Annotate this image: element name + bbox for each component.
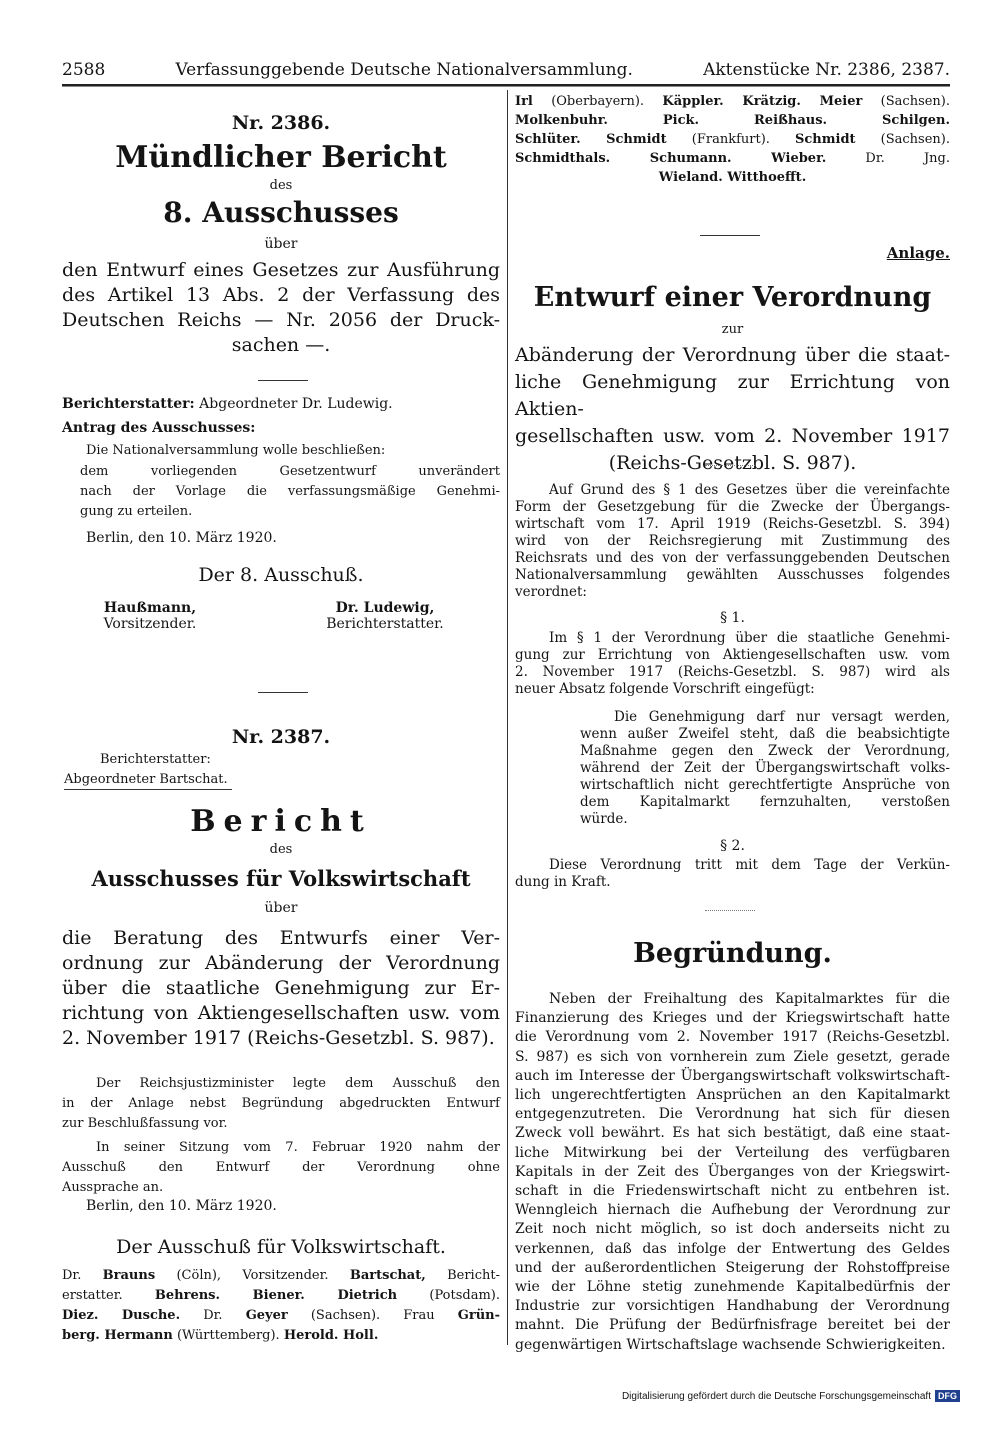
text-line: zur Beschlußfassung vor. xyxy=(62,1116,228,1131)
text-line: Wenngleich hiernach die Aufhebung der Verordnung zur xyxy=(515,1202,950,1219)
motion-text xyxy=(80,462,500,522)
subject-1 xyxy=(62,258,500,358)
text-line xyxy=(515,168,950,187)
member-name: Bartschat, xyxy=(349,1268,426,1283)
member-list xyxy=(62,1266,500,1346)
text-line: Auf Grund des § 1 des Gesetzes über die vereinfachte xyxy=(549,482,950,498)
text-line: Finanzierung des Krieges und der Kriegswirtschaft hatte xyxy=(515,1010,950,1027)
text-line: lich ungerechtfertigten Ansprüchen an den Kapitalmarkt xyxy=(515,1087,950,1104)
date-1: Berlin, den 10. März 1920. xyxy=(86,530,277,546)
text-line: gesellschaften usw. vom 2. November 1917 xyxy=(515,425,950,447)
reasons-title: Begründung. xyxy=(633,938,832,969)
text-line xyxy=(62,1306,500,1326)
text-line: gung zur Errichtung von Aktiengesellschaften usw. vom xyxy=(515,647,950,663)
text-run: Dr. xyxy=(62,1268,103,1283)
text-line: Diese Verordnung tritt mit dem Tage der Verkün- xyxy=(549,857,950,873)
member-name: Herold. Holl. xyxy=(283,1328,379,1343)
text-line: Im § 1 der Verordnung über die staatliche Genehmi- xyxy=(549,630,950,646)
annex-label: Anlage. xyxy=(886,244,950,262)
text-line xyxy=(515,130,950,149)
reporter-role: Berichterstatter. xyxy=(326,616,444,632)
chair-name: Haußmann, xyxy=(103,600,197,616)
reasons-text xyxy=(515,990,950,1355)
signature-reporter xyxy=(310,600,460,632)
document-reference: Aktenstücke Nr. 2386, 2387. xyxy=(703,60,950,80)
text-line xyxy=(515,149,950,168)
text-line: Form der Gesetzgebung für die Zwecke der Übergangs- xyxy=(515,499,950,515)
text-line: Zeit noch nicht möglich, so ist doch anderseits nicht zu xyxy=(515,1221,950,1238)
text-line: 2. November 1917 (Reichs-Gesetzbl. S. 987). xyxy=(62,1027,495,1049)
draft-title: Entwurf einer Verordnung xyxy=(533,282,932,313)
text-line: S. 987) es sich von vornherein zum Ziele gesetzt, gerade xyxy=(515,1048,950,1065)
date-2: Berlin, den 10. März 1920. xyxy=(86,1198,277,1214)
text-line: Abänderung der Verordnung über die staat- xyxy=(515,344,950,366)
text-line: verkennen, daß das infolge der Entwertung des Geldes xyxy=(515,1240,950,1257)
text-line: den Entwurf eines Gesetzes zur Ausführung xyxy=(62,259,500,281)
text-line: in der Anlage nebst Begründung abgedruckten Entwurf xyxy=(62,1096,500,1111)
text-line: In seiner Sitzung vom 7. Februar 1920 nahm der xyxy=(96,1140,500,1155)
member-name: Behrens. Biener. Dietrich xyxy=(154,1288,398,1303)
separator xyxy=(700,235,760,236)
member-name: Brauns xyxy=(102,1268,156,1283)
text-line: entgegenzutreten. Die Verordnung hat sich für diesen xyxy=(515,1106,950,1123)
draft-subject xyxy=(515,342,950,477)
paragraph-1 xyxy=(62,1074,500,1134)
committee-1: 8. Ausschusses xyxy=(163,196,399,229)
text-line xyxy=(515,92,950,111)
text-line: Der Reichsjustizminister legte dem Ausschuß den xyxy=(96,1076,500,1091)
text-line: die Beratung des Entwurfs einer Ver- xyxy=(62,927,500,949)
text-line: liche Mitwirkung bei der Verteilung des verfügbaren xyxy=(515,1144,950,1161)
section-2-heading: § 2. xyxy=(720,838,745,854)
text-line: ordnung zur Abänderung der Verordnung xyxy=(62,952,500,974)
text-line: die Verordnung vom 2. November 1917 (Reichs-Gesetzbl. xyxy=(515,1029,950,1046)
text-run: (Sachsen). xyxy=(855,132,950,147)
signature-committee-2: Der Ausschuß für Volkswirtschaft. xyxy=(116,1236,446,1258)
text-line: mahnt. Die Prüfung der Bedürfnisfrage bereitet bei der xyxy=(515,1317,950,1334)
text-line: Kapitals in der Zeit des Überganges von der Kriegswirt- xyxy=(515,1163,950,1180)
ueber-1: über xyxy=(264,236,298,252)
text-line: des Artikel 13 Abs. 2 der Verfassung des xyxy=(62,284,500,306)
text-line xyxy=(62,1326,500,1346)
section-1-text xyxy=(515,630,950,698)
preamble xyxy=(515,482,950,601)
paragraph-2 xyxy=(62,1138,500,1198)
member-name: Schmidthals. Schumann. Wieber. xyxy=(515,151,827,166)
text-line: neuer Absatz folgende Vorschrift eingefügt: xyxy=(515,681,815,697)
text-line: Zweck voll bewährt. Es hat sich bestätigt, daß eine staat- xyxy=(515,1125,950,1142)
text-line: schaft in die Friedenswirtschaft nicht zu entbehren ist. xyxy=(515,1183,950,1200)
member-name: Geyer xyxy=(245,1308,288,1323)
report-title-1: Mündlicher Bericht xyxy=(115,140,447,175)
separator xyxy=(258,692,308,693)
signature-committee-1: Der 8. Ausschuß. xyxy=(198,564,364,586)
dfg-logo: DFG xyxy=(935,1390,960,1402)
reporter2-name: Abgeordneter Bartschat. xyxy=(64,772,232,790)
text-line: dung in Kraft. xyxy=(515,874,611,890)
text-run: (Cöln), Vorsitzender. xyxy=(155,1268,350,1283)
zur: zur xyxy=(721,322,744,337)
des-1: des xyxy=(269,178,293,193)
doc-number-2387: Nr. 2387. xyxy=(231,726,331,748)
text-line: Reichsrats und des von der verfassunggebenden Deutschen xyxy=(515,550,950,566)
text-line: Maßnahme gegen den Zweck der Verordnung, xyxy=(580,743,950,759)
footer-credit xyxy=(622,1390,960,1402)
member-name: Grün- xyxy=(457,1308,501,1323)
footer-text: Digitalisierung gefördert durch die Deutsche Forschungsgemeinschaft xyxy=(621,1390,931,1402)
text-line: Aussprache an. xyxy=(62,1180,164,1195)
text-line: wie der Löhne stetig zunehmende Kapitalbedürfnis der xyxy=(515,1279,950,1296)
separator xyxy=(705,465,755,466)
report-title-2: Bericht xyxy=(190,804,372,839)
member-name: Irl xyxy=(515,94,533,109)
column-divider xyxy=(507,90,508,1345)
member-name: Schlüter. Schmidt xyxy=(515,132,667,147)
text-line: Die Genehmigung darf nur versagt werden, xyxy=(614,709,950,725)
header-rule xyxy=(62,84,950,87)
text-run: (Potsdam). xyxy=(397,1288,500,1303)
text-run: Bericht- xyxy=(425,1268,500,1283)
des-2: des xyxy=(269,842,293,857)
text-line: über die staatliche Genehmigung zur Er- xyxy=(62,977,500,999)
text-run: (Frankfurt). xyxy=(666,132,795,147)
text-line: Deutschen Reichs — Nr. 2056 der Druck- xyxy=(62,309,500,331)
running-title: Verfassunggebende Deutsche Nationalversammlung. xyxy=(175,60,633,80)
text-line: wenn außer Zweifel steht, daß die beabsichtigte xyxy=(580,726,950,742)
text-line: wirtschaftlich nicht gerechtfertigte Ansprüche von xyxy=(580,777,950,793)
text-run: Dr. Jng. xyxy=(826,151,950,166)
text-line: dem vorliegenden Gesetzentwurf unverändert xyxy=(80,464,500,479)
text-line: richtung von Aktiengesellschaften usw. vom xyxy=(62,1002,500,1024)
text-run: (Sachsen). xyxy=(862,94,951,109)
text-line: 2. November 1917 (Reichs-Gesetzbl. S. 987) wird als xyxy=(515,664,950,680)
member-name: Diez. Dusche. xyxy=(62,1308,181,1323)
separator xyxy=(705,910,755,911)
section-2-text xyxy=(515,857,950,891)
page-number: 2588 xyxy=(62,60,106,80)
motion-intro: Die Nationalversammlung wolle beschließen: xyxy=(86,443,386,458)
text-line: Neben der Freihaltung des Kapitalmarktes für die xyxy=(549,991,950,1007)
committee-2: Ausschusses für Volkswirtschaft xyxy=(91,866,471,891)
text-line: wird von der Reichsregierung mit Zustimmung des xyxy=(515,533,950,549)
text-line: nach der Vorlage die verfassungsmäßige Genehmi- xyxy=(80,484,500,499)
signature-chair xyxy=(80,600,220,632)
text-line: Industrie zur vorsichtigen Handhabung der Verordnung xyxy=(515,1298,950,1315)
reporter2-label: Berichterstatter: xyxy=(100,752,211,767)
subject-2 xyxy=(62,926,500,1051)
member-name: berg. Hermann xyxy=(62,1328,173,1343)
text-line: Nationalversammlung gewählten Ausschusses folgendes xyxy=(515,567,950,583)
chair-role: Vorsitzender. xyxy=(103,616,197,632)
member-name: Wieland. Witthoefft. xyxy=(658,170,807,185)
text-line: sachen —. xyxy=(231,334,331,356)
text-run: (Sachsen). Frau xyxy=(287,1308,458,1323)
text-line: (Reichs-Gesetzbl. S. 987). xyxy=(608,452,857,474)
text-line xyxy=(62,1286,500,1306)
text-run: Dr. xyxy=(180,1308,246,1323)
member-name: Berichterstatter: xyxy=(62,396,195,412)
running-header xyxy=(62,60,950,80)
text-run: erstatter. xyxy=(62,1288,155,1303)
member-name: Käppler. Krätzig. Meier xyxy=(662,94,863,109)
text-line xyxy=(515,111,950,130)
section-1-heading: § 1. xyxy=(720,610,745,626)
section-1-quote xyxy=(580,709,950,828)
text-run: Abgeordneter Dr. Ludewig. xyxy=(194,396,393,412)
text-line: auch im Interesse der Übergangswirtschaft volkswirtschaft- xyxy=(515,1067,950,1084)
member-name: Schmidt xyxy=(795,132,856,147)
text-line: und der außerordentlichen Steigerung der Rohstoffpreise xyxy=(515,1259,950,1276)
text-line: dem Kapitalmarkt fernzuhalten, verstoßen xyxy=(580,794,950,810)
separator xyxy=(258,380,308,381)
text-run: (Oberbayern). xyxy=(532,94,663,109)
member-list-continued xyxy=(515,92,950,187)
text-line: wirtschaft vom 17. April 1919 (Reichs-Gesetzbl. S. 394) xyxy=(515,516,950,532)
text-line: liche Genehmigung zur Errichtung von Aktien- xyxy=(515,371,950,420)
ueber-2: über xyxy=(264,900,298,916)
doc-number-2386: Nr. 2386. xyxy=(231,112,331,134)
text-line: gegenwärtigen Wirtschaftslage wachsende Schwierigkeiten. xyxy=(515,1336,946,1353)
text-line: gung zu erteilen. xyxy=(80,504,193,519)
text-line: würde. xyxy=(580,811,628,827)
text-run: (Württemberg). xyxy=(172,1328,284,1343)
member-name: Molkenbuhr. Pick. Reißhaus. Schilgen. xyxy=(515,113,950,128)
text-line: verordnet: xyxy=(515,584,587,600)
text-line: Ausschuß den Entwurf der Verordnung ohne xyxy=(62,1160,500,1175)
text-line xyxy=(62,1266,500,1286)
reporter-name: Dr. Ludewig, xyxy=(335,600,435,616)
reporter-line xyxy=(62,396,500,412)
text-line: während der Zeit der Übergangswirtschaft volks- xyxy=(580,760,950,776)
motion-heading: Antrag des Ausschusses: xyxy=(62,420,256,436)
